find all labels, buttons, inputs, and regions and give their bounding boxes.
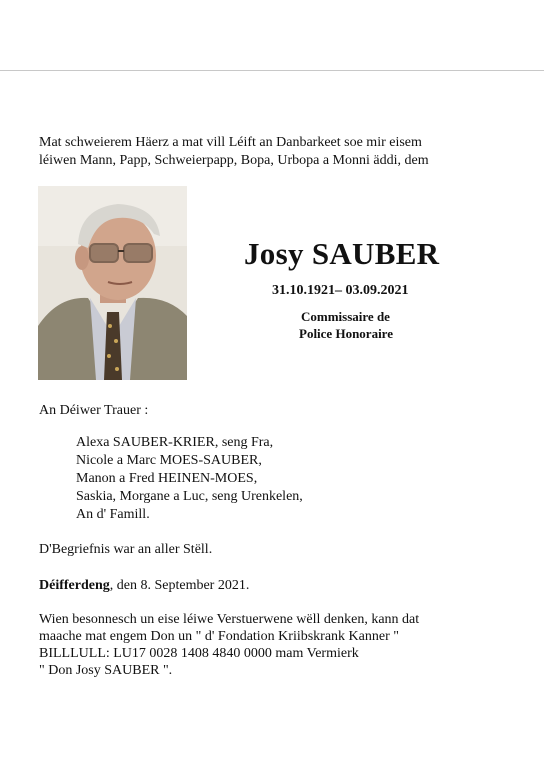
family-member: Alexa SAUBER-KRIER, seng Fra,	[76, 435, 274, 450]
portrait-photo	[38, 186, 187, 380]
donation-line: maache mat engem Don un " d' Fondation Kriibskrank Kanner "	[39, 629, 399, 644]
place-date	[39, 577, 249, 595]
family-list	[76, 434, 303, 524]
title-line-1: Commissaire de	[301, 309, 390, 324]
family-member: An d' Famill.	[76, 507, 150, 522]
title-line-2: Police Honoraire	[299, 326, 393, 341]
burial-notice: D'Begriefnis war an aller Stëll.	[39, 542, 213, 557]
intro-line-2: léiwen Mann, Papp, Schweierpapp, Bopa, Urbopa a Monni äddi, dem	[39, 153, 429, 168]
donation-notice	[39, 611, 419, 679]
family-member: Manon a Fred HEINEN-MOES,	[76, 471, 258, 486]
family-member: Saskia, Morgane a Luc, seng Urenkelen,	[76, 489, 303, 504]
donation-line: " Don Josy SAUBER ".	[39, 663, 173, 678]
donation-line: Wien besonnesch un eise léiwe Verstuerwene wëll denken, kann dat	[39, 612, 420, 627]
notice-date: , den 8. September 2021.	[109, 578, 250, 593]
family-member: Nicole a Marc MOES-SAUBER,	[76, 453, 262, 468]
deceased-name: Josy SAUBER	[244, 236, 440, 271]
donation-line: BILLLULL: LU17 0028 1408 4840 0000 mam Vermierk	[39, 646, 359, 661]
top-divider	[0, 70, 544, 71]
town-name: Déifferdeng	[39, 578, 110, 593]
portrait-illustration	[38, 186, 187, 380]
mourning-heading: An Déiwer Trauer :	[39, 403, 149, 418]
intro-text	[39, 134, 429, 170]
intro-line-1: Mat schweierem Häerz a mat vill Léift an Danbarkeet soe mir eisem	[39, 135, 422, 150]
life-dates: 31.10.1921– 03.09.2021	[272, 283, 409, 298]
